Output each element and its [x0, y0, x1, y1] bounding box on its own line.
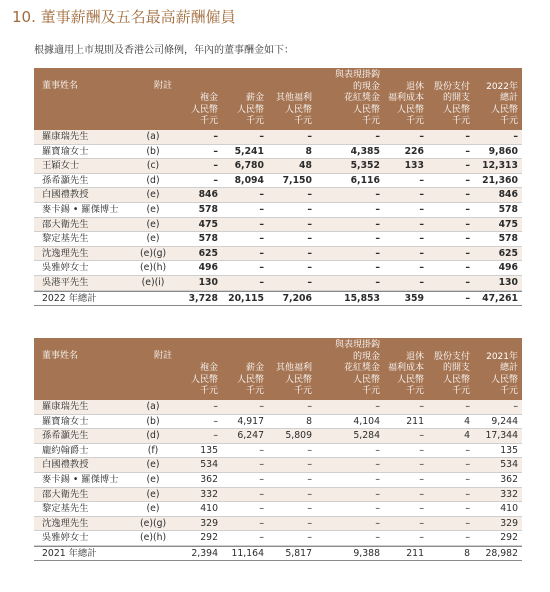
director-name-cell: 白國禮教授 [42, 459, 89, 471]
retirement-cost-cell: – [419, 532, 424, 544]
fees-cell: – [213, 174, 218, 186]
performance-bonus-cell: – [375, 517, 380, 529]
retirement-cost-cell: 226 [404, 145, 424, 157]
table-row [34, 502, 522, 517]
hdr-performance-bonus-line: 花紅獎金 [343, 93, 380, 104]
total-cell: 475 [498, 218, 518, 230]
share-based-expense-cell: – [465, 145, 470, 157]
other-benefits-cell: – [307, 401, 312, 412]
hdr-note-line: 附註 [153, 351, 172, 361]
performance-bonus-cell: – [375, 233, 380, 245]
table-row [34, 444, 522, 459]
note-cell: (e)(g) [140, 247, 167, 259]
other-benefits-cell: 48 [299, 160, 312, 172]
hdr-total-line: 人民幣 [490, 104, 518, 115]
hdr-share-based-expense-line: 的開支 [442, 93, 470, 104]
salaries-cell: – [259, 473, 264, 485]
fees-cell: 625 [198, 247, 218, 259]
hdr-salaries-line: 薪金 [245, 93, 264, 104]
retirement-cost-cell: – [419, 473, 424, 485]
note-cell: (e) [146, 473, 160, 485]
performance-bonus-total: 15,853 [344, 292, 380, 304]
other-benefits-cell: – [307, 517, 312, 529]
total-cell: 9,860 [488, 145, 518, 157]
salaries-cell: – [259, 247, 264, 259]
hdr-retirement-cost-line: 退休 [405, 81, 424, 92]
total-cell: 329 [500, 517, 518, 529]
hdr-salaries-line: 千元 [245, 386, 264, 397]
total-cell: – [513, 131, 518, 142]
hdr-director-name-line: 董事姓名 [42, 351, 79, 361]
hdr-salaries-line: 薪金 [245, 363, 264, 374]
note-cell: (a) [146, 131, 160, 142]
salaries-cell: – [259, 517, 264, 529]
other-benefits-cell: – [307, 459, 312, 471]
hdr-total-line: 總計 [499, 93, 518, 104]
director-name-cell: 邵大衛先生 [42, 218, 89, 230]
director-name-cell: 龐約翰爵士 [42, 444, 89, 456]
intro-text: 根據適用上市規則及香港公司條例，年內的董事酬金如下： [34, 45, 294, 56]
hdr-share-based-expense-line: 股份支付 [433, 351, 470, 362]
hdr-fees-line: 袍金 [199, 363, 218, 374]
performance-bonus-cell: – [375, 189, 380, 201]
total-cell: 332 [500, 488, 518, 500]
other-benefits-cell: – [307, 473, 312, 485]
hdr-total-line: 總計 [499, 363, 518, 374]
fees-cell: – [213, 415, 218, 427]
other-benefits-cell: 8 [305, 145, 312, 157]
director-name-cell: 孫希灝先生 [42, 430, 89, 442]
share-based-expense-cell: – [465, 444, 470, 456]
director-name-cell: 王穎女士 [42, 160, 80, 172]
other-benefits-total: 7,206 [282, 292, 312, 304]
table-row [34, 159, 522, 174]
retirement-cost-cell: – [419, 503, 424, 515]
hdr-retirement-cost-line: 千元 [405, 116, 424, 127]
other-benefits-cell: – [307, 262, 312, 274]
hdr-other-benefits-line: 其他福利 [275, 93, 312, 104]
note-cell: (d) [146, 430, 160, 442]
hdr-retirement-cost-line: 退休 [405, 351, 424, 362]
retirement-cost-cell: 211 [406, 415, 424, 427]
share-based-expense-cell: – [465, 203, 470, 215]
hdr-share-based-expense-line: 的開支 [442, 363, 470, 374]
hdr-performance-bonus-line: 人民幣 [352, 104, 380, 115]
salaries-cell: – [259, 189, 264, 201]
note-cell: (e) [146, 488, 160, 500]
retirement-cost-cell: – [419, 218, 424, 230]
performance-bonus-total: 9,388 [353, 547, 380, 559]
performance-bonus-cell: – [375, 444, 380, 456]
fees-cell: 578 [198, 233, 218, 245]
fees-cell: 578 [198, 203, 218, 215]
total-cell: – [513, 401, 518, 412]
director-name-cell: 吳雅婷女士 [42, 262, 89, 274]
salaries-cell: – [259, 131, 264, 142]
salaries-cell: – [259, 503, 264, 515]
other-benefits-cell: – [307, 131, 312, 142]
director-name-cell: 黎定基先生 [42, 503, 89, 515]
hdr-retirement-cost-line: 福利成本 [387, 93, 424, 104]
total-cell: 292 [500, 532, 518, 544]
table-row [34, 488, 522, 503]
table-row [34, 174, 522, 189]
performance-bonus-cell: 6,116 [350, 174, 380, 186]
table-row [34, 218, 522, 233]
share-based-expense-cell: – [465, 218, 470, 230]
table-row [34, 517, 522, 532]
table-row [34, 415, 522, 430]
hdr-retirement-cost-line: 千元 [405, 386, 424, 397]
hdr-other-benefits-line: 其他福利 [275, 363, 312, 374]
note-cell: (e) [146, 189, 160, 201]
salaries-cell: – [259, 203, 264, 215]
total-total: 28,982 [485, 547, 518, 559]
table-row [34, 276, 522, 291]
retirement-cost-cell: – [419, 174, 424, 186]
section-title: 10. 董事薪酬及五名最高薪酬僱員 [12, 8, 236, 26]
retirement-cost-cell: – [419, 430, 424, 442]
total-cell: 846 [498, 189, 518, 201]
other-benefits-cell: – [307, 488, 312, 500]
retirement-cost-cell: – [419, 233, 424, 245]
director-name-total: 2021 年總計 [42, 547, 97, 559]
performance-bonus-cell: – [375, 503, 380, 515]
total-cell: 410 [500, 503, 518, 515]
fees-cell: 410 [200, 503, 218, 515]
table-row [34, 203, 522, 218]
other-benefits-cell: 8 [306, 415, 312, 427]
retirement-cost-cell: – [419, 189, 424, 201]
salaries-total: 20,115 [228, 292, 264, 304]
hdr-total-line: 2021年 [486, 351, 518, 362]
note-cell: (e) [146, 233, 160, 245]
retirement-cost-cell: – [419, 262, 424, 274]
other-benefits-cell: – [307, 218, 312, 230]
hdr-performance-bonus-line: 的現金 [352, 351, 380, 362]
note-cell: (d) [146, 174, 160, 186]
share-based-expense-cell: – [465, 262, 470, 274]
director-name-cell: 羅寶瑜女士 [42, 145, 89, 157]
total-row [34, 291, 522, 306]
director-name-cell: 羅康瑞先生 [42, 131, 89, 142]
total-cell: 534 [500, 459, 518, 471]
share-based-expense-cell: – [465, 459, 470, 471]
note-cell: (f) [147, 444, 159, 456]
retirement-cost-cell: – [419, 444, 424, 456]
fees-cell: 534 [200, 459, 218, 471]
hdr-performance-bonus-line: 千元 [361, 386, 380, 397]
share-based-expense-cell: – [465, 488, 470, 500]
hdr-retirement-cost-line: 福利成本 [387, 363, 424, 374]
total-cell: 496 [498, 262, 518, 274]
hdr-performance-bonus-line: 人民幣 [352, 374, 380, 385]
fees-cell: 475 [198, 218, 218, 230]
table-row [34, 130, 522, 145]
retirement-cost-cell: – [419, 276, 424, 288]
hdr-performance-bonus-line: 花紅獎金 [343, 363, 380, 374]
director-name-cell: 麥卡錫 • 羅傑博士 [42, 473, 119, 485]
fees-cell: 329 [200, 517, 218, 529]
hdr-share-based-expense-line: 人民幣 [442, 104, 470, 115]
retirement-cost-cell: – [419, 517, 424, 529]
salaries-cell: – [259, 262, 264, 274]
total-cell: 578 [498, 233, 518, 245]
director-name-cell: 沈逸理先生 [42, 517, 89, 529]
salaries-cell: – [259, 218, 264, 230]
retirement-cost-cell: – [419, 131, 424, 142]
director-name-cell: 羅康瑞先生 [42, 401, 89, 412]
other-benefits-cell: – [307, 247, 312, 259]
table-row [34, 458, 522, 473]
other-benefits-cell: – [307, 532, 312, 544]
director-name-cell: 孫希灝先生 [42, 174, 89, 186]
salaries-total: 11,164 [231, 547, 264, 559]
salaries-cell: 6,247 [237, 430, 264, 442]
performance-bonus-cell: – [375, 401, 380, 412]
other-benefits-cell: – [307, 444, 312, 456]
hdr-other-benefits-line: 人民幣 [284, 374, 312, 385]
performance-bonus-cell: 4,104 [353, 415, 380, 427]
total-cell: 578 [498, 203, 518, 215]
director-name-cell: 邵大衛先生 [42, 488, 89, 500]
salaries-cell: – [259, 459, 264, 471]
salaries-cell: – [259, 444, 264, 456]
table-row [34, 247, 522, 262]
table-row [34, 473, 522, 488]
salaries-cell: – [259, 276, 264, 288]
director-name-cell: 麥卡錫 • 羅傑博士 [42, 203, 119, 215]
hdr-share-based-expense-line: 千元 [451, 386, 470, 397]
other-benefits-cell: 5,809 [285, 430, 312, 442]
hdr-performance-bonus-line: 與表現掛鈎 [334, 70, 380, 80]
remuneration-table-2022 [34, 68, 522, 306]
fees-cell: 292 [200, 532, 218, 544]
hdr-other-benefits-line: 千元 [293, 116, 312, 127]
salaries-cell: – [259, 401, 264, 412]
fees-cell: 135 [200, 444, 218, 456]
performance-bonus-cell: – [375, 262, 380, 274]
total-cell: 21,360 [482, 174, 518, 186]
hdr-salaries-line: 千元 [245, 116, 264, 127]
table-row [34, 261, 522, 276]
hdr-fees-line: 人民幣 [190, 374, 218, 385]
hdr-other-benefits-line: 千元 [293, 386, 312, 397]
performance-bonus-cell: 5,284 [353, 430, 380, 442]
table-row [34, 145, 522, 160]
performance-bonus-cell: – [375, 532, 380, 544]
other-benefits-cell: – [307, 503, 312, 515]
hdr-retirement-cost-line: 人民幣 [396, 104, 424, 115]
hdr-total-line: 千元 [499, 386, 518, 397]
retirement-cost-cell: – [419, 488, 424, 500]
other-benefits-total: 5,817 [285, 547, 312, 559]
hdr-fees-line: 人民幣 [190, 104, 218, 115]
hdr-total-line: 2022年 [486, 81, 518, 92]
hdr-fees-line: 千元 [199, 116, 218, 127]
note-cell: (c) [146, 160, 160, 172]
other-benefits-cell: – [307, 189, 312, 201]
note-cell: (e) [146, 503, 160, 515]
share-based-expense-cell: – [465, 233, 470, 245]
share-based-expense-cell: – [465, 189, 470, 201]
performance-bonus-cell: – [375, 247, 380, 259]
total-cell: 9,244 [491, 415, 518, 427]
fees-cell: 362 [200, 473, 218, 485]
hdr-other-benefits-line: 人民幣 [284, 104, 312, 115]
table-row [34, 400, 522, 415]
table-header [34, 338, 522, 400]
note-cell: (e)(i) [141, 276, 165, 288]
performance-bonus-cell: 4,385 [350, 145, 380, 157]
total-total: 47,261 [482, 292, 518, 304]
performance-bonus-cell: – [375, 203, 380, 215]
other-benefits-cell: – [307, 203, 312, 215]
hdr-salaries-line: 人民幣 [236, 374, 264, 385]
note-cell: (e)(h) [140, 532, 167, 544]
director-name-cell: 沈逸理先生 [42, 247, 89, 259]
retirement-cost-cell: 133 [404, 160, 424, 172]
share-based-expense-cell: – [465, 517, 470, 529]
director-name-total: 2022 年總計 [42, 292, 97, 304]
salaries-cell: 6,780 [234, 160, 264, 172]
performance-bonus-cell: – [375, 488, 380, 500]
performance-bonus-cell: – [375, 459, 380, 471]
share-based-expense-cell: – [465, 276, 470, 288]
fees-total: 2,394 [191, 547, 218, 559]
performance-bonus-cell: – [375, 473, 380, 485]
salaries-cell: – [259, 488, 264, 500]
share-based-expense-cell: – [465, 532, 470, 544]
fees-cell: – [213, 401, 218, 412]
share-based-expense-cell: – [465, 131, 470, 142]
fees-cell: – [213, 160, 218, 172]
hdr-performance-bonus-line: 與表現掛鈎 [334, 340, 380, 350]
director-name-cell: 吳港平先生 [42, 276, 89, 288]
other-benefits-cell: – [307, 233, 312, 245]
note-cell: (e) [146, 203, 160, 215]
share-based-expense-cell: – [465, 473, 470, 485]
total-row [34, 546, 522, 561]
retirement-cost-total: 211 [406, 547, 424, 559]
remuneration-table-2021 [34, 338, 522, 561]
note-cell: (b) [146, 415, 160, 427]
hdr-share-based-expense-line: 人民幣 [442, 374, 470, 385]
retirement-cost-cell: – [419, 203, 424, 215]
salaries-cell: – [259, 532, 264, 544]
performance-bonus-cell: – [375, 276, 380, 288]
hdr-note-line: 附註 [153, 81, 172, 91]
hdr-total-line: 千元 [499, 116, 518, 127]
total-cell: 130 [498, 276, 518, 288]
director-name-cell: 羅寶瑜女士 [42, 415, 89, 427]
fees-cell: 846 [198, 189, 218, 201]
other-benefits-cell: – [307, 276, 312, 288]
hdr-retirement-cost-line: 人民幣 [396, 374, 424, 385]
hdr-fees-line: 千元 [199, 386, 218, 397]
note-cell: (e) [146, 459, 160, 471]
salaries-cell: 8,094 [234, 174, 264, 186]
salaries-cell: – [259, 233, 264, 245]
total-cell: 135 [500, 444, 518, 456]
fees-cell: 130 [198, 276, 218, 288]
director-name-cell: 黎定基先生 [42, 233, 89, 245]
share-based-expense-cell: – [465, 503, 470, 515]
table-row [34, 232, 522, 247]
share-based-expense-cell: 4 [464, 415, 470, 427]
salaries-cell: 4,917 [237, 415, 264, 427]
note-cell: (e)(g) [140, 517, 167, 529]
hdr-performance-bonus-line: 千元 [361, 116, 380, 127]
note-cell: (e) [146, 218, 160, 230]
hdr-salaries-line: 人民幣 [236, 104, 264, 115]
salaries-cell: 5,241 [234, 145, 264, 157]
retirement-cost-cell: – [419, 401, 424, 412]
performance-bonus-cell: – [375, 218, 380, 230]
share-based-expense-cell: 4 [464, 430, 470, 442]
hdr-share-based-expense-line: 股份支付 [433, 81, 470, 92]
total-cell: 17,344 [485, 430, 518, 442]
retirement-cost-total: 359 [404, 292, 424, 304]
director-name-cell: 吳雅婷女士 [42, 532, 89, 544]
fees-cell: 332 [200, 488, 218, 500]
hdr-total-line: 人民幣 [490, 374, 518, 385]
share-based-expense-total: – [465, 292, 470, 304]
total-cell: 12,313 [482, 160, 518, 172]
hdr-fees-line: 袍金 [199, 93, 218, 104]
retirement-cost-cell: – [419, 459, 424, 471]
fees-cell: 496 [198, 262, 218, 274]
note-cell: (b) [146, 145, 160, 157]
table-row [34, 429, 522, 444]
share-based-expense-cell: – [465, 247, 470, 259]
note-cell: (a) [146, 401, 160, 412]
share-based-expense-cell: – [465, 401, 470, 412]
share-based-expense-total: 8 [464, 547, 470, 559]
performance-bonus-cell: – [375, 131, 380, 142]
share-based-expense-cell: – [465, 174, 470, 186]
performance-bonus-cell: 5,352 [350, 160, 380, 172]
retirement-cost-cell: – [419, 247, 424, 259]
total-cell: 362 [500, 473, 518, 485]
fees-cell: – [213, 131, 218, 142]
share-based-expense-cell: – [465, 160, 470, 172]
table-row [34, 531, 522, 546]
table-header [34, 68, 522, 130]
director-name-cell: 白國禮教授 [42, 189, 89, 201]
fees-cell: – [213, 145, 218, 157]
note-cell: (e)(h) [140, 262, 167, 274]
total-cell: 625 [498, 247, 518, 259]
table-row [34, 188, 522, 203]
fees-cell: – [213, 430, 218, 442]
fees-total: 3,728 [188, 292, 218, 304]
other-benefits-cell: 7,150 [282, 174, 312, 186]
hdr-director-name-line: 董事姓名 [42, 81, 79, 91]
hdr-share-based-expense-line: 千元 [451, 116, 470, 127]
hdr-performance-bonus-line: 的現金 [352, 81, 380, 92]
